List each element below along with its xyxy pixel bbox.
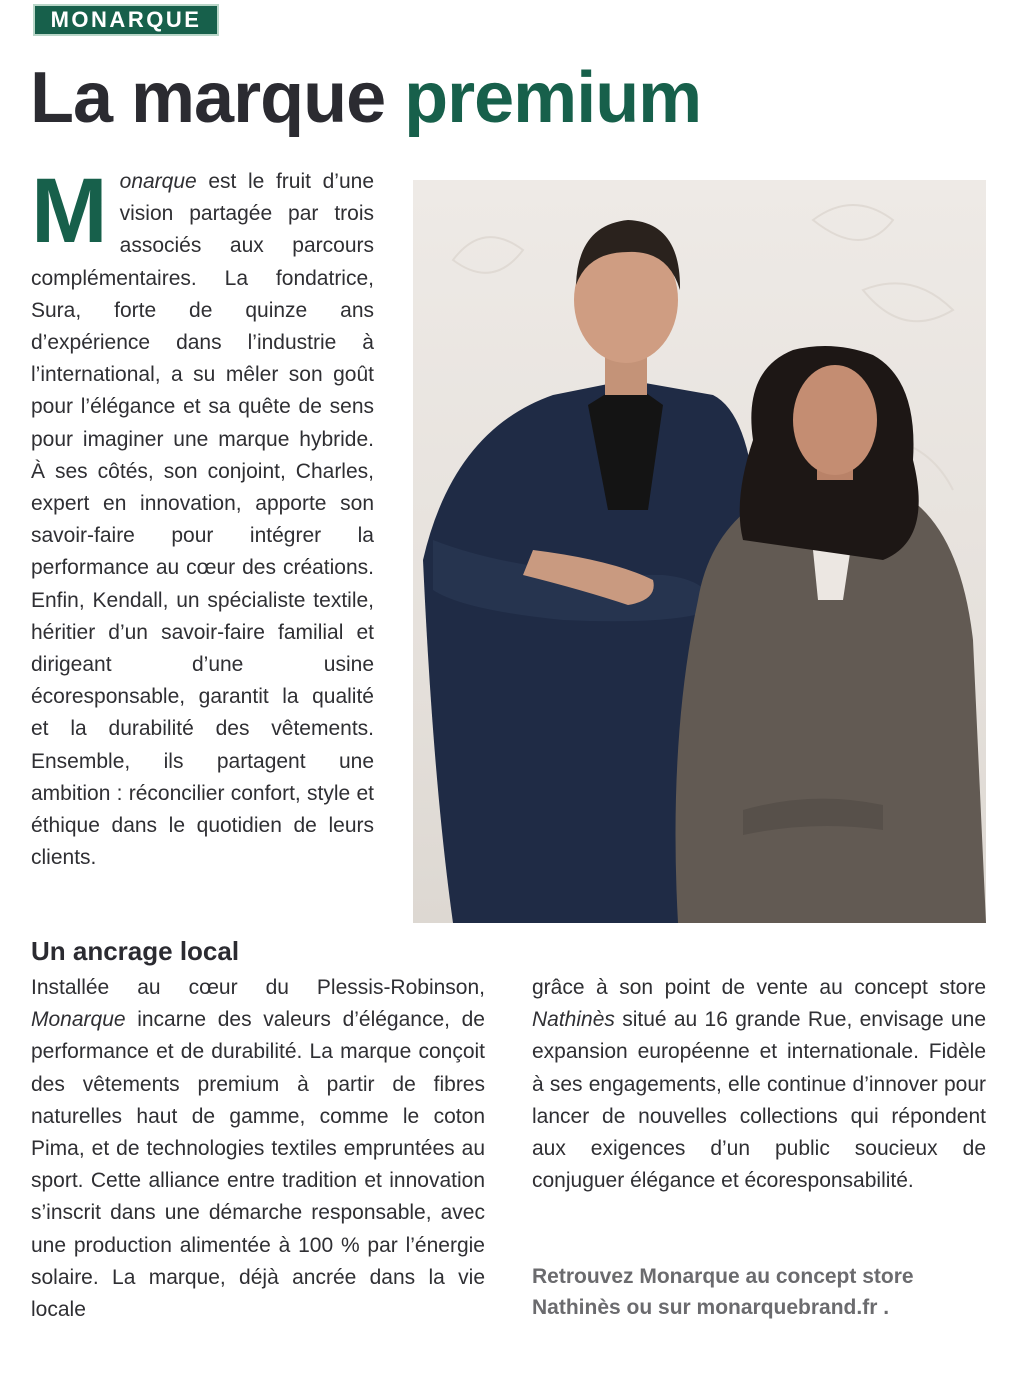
section-tag: MONARQUE [33, 4, 219, 36]
drop-cap: M [31, 160, 108, 262]
founders-photo [413, 180, 986, 923]
left-text-b: incarne des valeurs d’élégance, de performance et de durabilité. La marque conçoit des vêtements premium à partir de fibres naturelles haut de gamme, comme le coton Pima, et de technologies textiles empruntées au sport. Cette alliance entre tradition et innovation s’inscrit dans une démarche responsable, avec une production alimentée à 100 % par l’énergie solaire. La marque, déjà ancrée dans la vie locale [31, 1008, 485, 1322]
right-text-a: grâce à son point de vente au concept store [532, 976, 986, 999]
left-brand: Monarque [31, 1008, 126, 1032]
title-main: La marque [30, 58, 405, 138]
founders-illustration [413, 180, 986, 923]
call-to-action: Retrouvez Monarque au concept store Nathinès ou sur monarquebrand.fr . [532, 1265, 914, 1319]
left-text-a: Installée au cœur du Plessis-Robinson, [31, 976, 485, 999]
right-text-b: situé au 16 grande Rue, envisage une expansion européenne et internationale. Fidèle à ses engagements, elle continue d’innover pour lancer de nouvelles collections qui répondent aux exigences d’un public soucieux de conjuguer élégance et écoresponsabilité. [532, 1008, 986, 1193]
article-title [30, 50, 701, 146]
title-accent: premium [404, 58, 702, 138]
intro-paragraph [31, 160, 374, 874]
intro-text: est le fruit d’une vision partagée par trois associés aux parcours complémentaires. La fondatrice, Sura, forte de quinze ans d’expérience dans l’industrie à l’international, a su mêler son goût pour l’élégance et sa quête de sens pour imaginer une marque hybride. À ses côtés, son conjoint, Charles, expert en innovation, apporte son savoir-faire pour intégrer la performance au cœur des créations. Enfin, Kendall, un spécialiste textile, héritier d’un savoir-faire familial et dirigeant d’une usine écoresponsable, garantit la qualité et la durabilité des vêtements. Ensemble, ils partagent une ambition : réconcilier confort, style et éthique dans le quotidien de leurs clients. [31, 170, 374, 870]
right-store: Nathinès [532, 1008, 615, 1032]
section-heading: Un ancrage local [31, 936, 240, 966]
section-right-column [532, 972, 986, 1197]
intro-lead: onarque [119, 170, 197, 193]
section-left-column [31, 972, 485, 1326]
